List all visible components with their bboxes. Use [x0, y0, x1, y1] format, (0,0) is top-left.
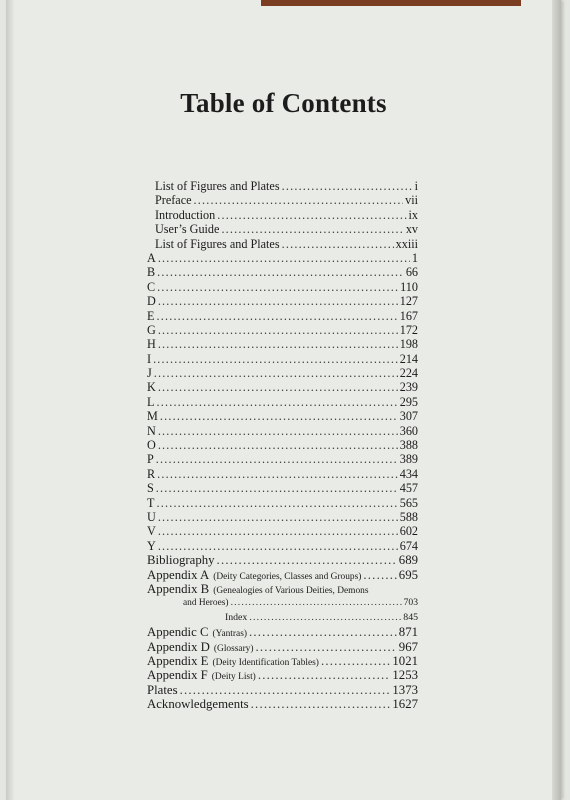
toc-entry — [147, 452, 418, 466]
page-title: Table of Contents — [180, 88, 387, 118]
toc-page-number: 845 — [403, 611, 418, 623]
toc-dot-leader — [217, 553, 397, 567]
toc-entry — [147, 654, 418, 668]
toc-page-number: 588 — [399, 509, 418, 524]
toc-page-number: 360 — [399, 423, 418, 438]
toc-page-number: 1627 — [392, 697, 418, 712]
toc-entry-label: List of Figures and Plates — [155, 236, 280, 251]
toc-entry-label: Appendix A — [147, 567, 210, 582]
toc-dot-leader — [158, 251, 410, 265]
toc-entry — [147, 366, 418, 380]
toc-page-number: 198 — [399, 337, 418, 352]
toc-entry — [147, 251, 418, 265]
page-binding-shadow — [6, 0, 14, 800]
toc-entry-label: H — [147, 337, 156, 352]
toc-dot-leader — [180, 683, 391, 697]
toc-page-number: 565 — [399, 495, 418, 510]
toc-entry-label: A — [147, 250, 156, 265]
toc-dot-leader — [251, 697, 391, 711]
toc-page-number: 239 — [399, 380, 418, 395]
toc-dot-leader — [160, 409, 398, 423]
toc-dot-leader — [194, 193, 404, 207]
toc-page-number: 602 — [399, 524, 418, 539]
toc-entry — [147, 237, 418, 251]
toc-entry-label: Index — [225, 611, 248, 623]
toc-dot-leader — [158, 323, 398, 337]
toc-entry — [147, 179, 418, 193]
toc-dot-leader — [158, 424, 398, 438]
toc-entry-label: G — [147, 322, 156, 337]
toc-entry-label: Bibliography — [147, 553, 215, 568]
toc-dot-leader — [363, 568, 396, 582]
toc-entry-label: Y — [147, 538, 156, 553]
toc-entry-label: Appendix B — [147, 581, 210, 596]
toc-entry-subtitle: (Deity List) — [211, 672, 256, 683]
toc-entry — [147, 265, 418, 279]
toc-dot-leader — [157, 280, 398, 294]
toc-entry — [147, 193, 418, 207]
toc-entry — [147, 596, 418, 610]
toc-entry — [147, 337, 418, 351]
toc-entry — [147, 481, 418, 495]
toc-entry-label: M — [147, 409, 158, 424]
toc-dot-leader — [154, 366, 398, 380]
toc-dot-leader — [282, 179, 413, 193]
toc-entry-label: I — [147, 351, 152, 366]
toc-dot-leader — [249, 625, 397, 639]
toc-entry-subtitle: (Deity Identification Tables) — [212, 657, 319, 668]
toc-dot-leader — [157, 265, 404, 279]
toc-entry-label: L — [147, 394, 155, 409]
toc-entry-label: Acknowledgements — [147, 697, 249, 712]
toc-entry-subtitle: (Yantras) — [212, 629, 247, 640]
toc-dot-leader — [157, 467, 398, 481]
toc-page-number: 307 — [399, 409, 418, 424]
toc-page-number: 1021 — [392, 653, 418, 668]
toc-dot-leader — [156, 481, 398, 495]
toc-dot-leader — [158, 438, 398, 452]
toc-page-number: 224 — [399, 366, 418, 381]
toc-dot-leader — [158, 524, 398, 538]
toc-entry — [147, 683, 418, 697]
toc-dot-leader — [156, 496, 397, 510]
toc-dot-leader — [158, 294, 398, 308]
toc-page-number: 703 — [403, 597, 418, 609]
toc-page-number: 695 — [398, 567, 418, 582]
toc-page-number: 110 — [400, 279, 418, 294]
toc-page-number: 167 — [399, 308, 418, 323]
toc-entry-subtitle: (Glossary) — [213, 643, 254, 654]
toc-entry — [147, 323, 418, 337]
toc-entry — [147, 309, 418, 323]
toc-entry-subtitle: (Genealogies of Various Deities, Demons — [213, 585, 369, 596]
toc-entry-label: Appendix E — [147, 653, 209, 668]
toc-dot-leader — [158, 539, 398, 553]
toc-entry — [147, 697, 418, 711]
toc-entry-label: D — [147, 294, 156, 309]
toc-entry — [147, 496, 418, 510]
toc-entry — [147, 640, 418, 654]
page-edge — [552, 0, 561, 800]
toc-entry — [147, 467, 418, 481]
toc-dot-leader — [158, 380, 398, 394]
toc-entry — [147, 539, 418, 553]
toc-entry-label: S — [147, 481, 154, 496]
toc-entry — [147, 294, 418, 308]
toc-dot-leader — [156, 395, 397, 409]
toc-entry-label: J — [147, 366, 152, 381]
toc-page-number: xxiii — [395, 236, 418, 251]
toc-entry — [147, 409, 418, 423]
toc-page-number: 1 — [411, 250, 418, 265]
toc-entry — [147, 524, 418, 538]
toc-entry-label: O — [147, 438, 156, 453]
toc-entry — [147, 668, 418, 682]
toc-page-number: xv — [405, 222, 418, 237]
toc-entry — [147, 553, 418, 567]
toc-entry-label: N — [147, 423, 156, 438]
toc-entry-subtitle: and Heroes) — [183, 598, 229, 609]
toc-page-number: 172 — [399, 322, 418, 337]
toc-page-number: 389 — [399, 452, 418, 467]
toc-entry-label: List of Figures and Plates — [155, 179, 280, 193]
toc-page-number: i — [414, 179, 418, 193]
toc-page-number: 388 — [399, 438, 418, 453]
toc-page-number: 66 — [405, 265, 418, 280]
toc-entry-label: Appendix D — [147, 639, 210, 654]
toc-entry-label: K — [147, 380, 156, 395]
toc-entry-label: C — [147, 279, 156, 294]
toc-dot-leader — [256, 640, 397, 654]
toc-entry — [147, 280, 418, 294]
toc-entry-label: T — [147, 495, 155, 510]
toc-page-number: 295 — [399, 394, 418, 409]
toc-entry — [147, 568, 418, 582]
toc-page-number: 457 — [399, 481, 418, 496]
toc-entry — [147, 352, 418, 366]
toc-entry-label: Appendix F — [147, 668, 208, 683]
toc-entry — [147, 424, 418, 438]
toc-dot-leader — [158, 337, 398, 351]
toc-dot-leader — [321, 654, 390, 668]
toc-dot-leader — [258, 668, 391, 682]
toc-entry-label: V — [147, 524, 156, 539]
toc-entry — [147, 510, 418, 524]
toc-entry-label: Appendic C — [147, 625, 209, 640]
toc-dot-leader — [156, 309, 397, 323]
toc-entry — [147, 582, 418, 596]
toc-entry — [147, 611, 418, 625]
toc-entry-label: Preface — [155, 193, 192, 208]
toc-entry-label: B — [147, 265, 156, 280]
toc-dot-leader — [282, 237, 394, 251]
toc-page-number: 1373 — [392, 682, 418, 697]
toc-page-number: 127 — [399, 294, 418, 309]
toc-entry-label: Plates — [147, 682, 178, 697]
toc-entry — [147, 380, 418, 394]
toc-entry-label: E — [147, 308, 155, 323]
toc-dot-leader — [153, 352, 398, 366]
toc-page-number: 1253 — [392, 668, 418, 683]
toc-entry-label: P — [147, 452, 154, 467]
toc-entry — [147, 222, 418, 236]
table-of-contents — [147, 179, 418, 711]
toc-entry — [147, 438, 418, 452]
toc-page-number: 967 — [398, 639, 418, 654]
toc-dot-leader — [221, 222, 403, 236]
toc-entry-label: U — [147, 509, 156, 524]
toc-entry — [147, 625, 418, 639]
toc-page-number: 871 — [398, 625, 418, 640]
book-page — [6, 0, 561, 800]
toc-page-number: vii — [405, 193, 418, 208]
toc-entry-subtitle: (Deity Categories, Classes and Groups) — [213, 571, 362, 582]
toc-dot-leader — [156, 452, 398, 466]
toc-dot-leader — [231, 596, 402, 610]
toc-page-number: 674 — [399, 538, 418, 553]
toc-page-number: ix — [408, 207, 418, 222]
toc-entry-label: R — [147, 466, 156, 481]
toc-page-number: 214 — [399, 351, 418, 366]
toc-entry — [147, 208, 418, 222]
toc-entry-label: Introduction — [155, 207, 216, 222]
toc-entry-label: User’s Guide — [155, 222, 220, 237]
toc-dot-leader — [249, 611, 401, 625]
toc-page-number: 434 — [399, 466, 418, 481]
toc-page-number: 689 — [398, 553, 418, 568]
book-cover-edge — [261, 0, 521, 6]
toc-dot-leader — [217, 208, 406, 222]
toc-dot-leader — [158, 510, 398, 524]
toc-entry — [147, 395, 418, 409]
